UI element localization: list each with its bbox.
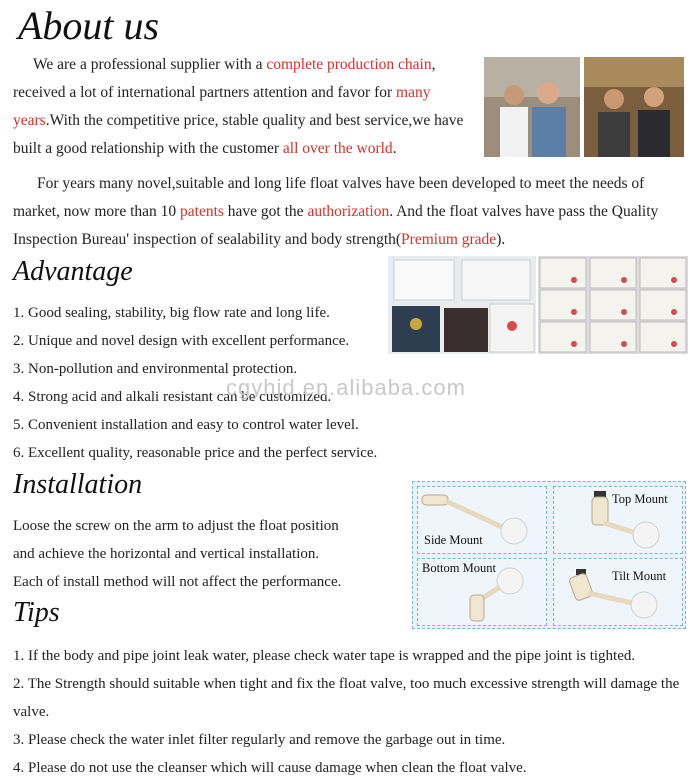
people-photo-icon xyxy=(484,57,580,157)
list-item: 2. The Strength should suitable when tight and fix the float valve, too much excessive strength will damage the valve. xyxy=(13,676,680,720)
list-item: 3. Non-pollution and environmental protection. xyxy=(13,361,298,377)
about-paragraph-1 xyxy=(13,51,477,163)
advantage-title: Advantage xyxy=(13,256,133,287)
highlight-text: patents xyxy=(180,203,224,220)
installation-line: Loose the screw on the arm to adjust the float position xyxy=(13,518,339,534)
list-item: 1. If the body and pipe joint leak water, please check water tape is wrapped and the pipe joint is tighted. xyxy=(13,648,636,664)
tips-list xyxy=(13,642,689,782)
paragraph-text: For years many novel,suitable and long life float valves have been developed to meet the needs of market, now more than 10 xyxy=(13,175,645,220)
team-photo-1 xyxy=(484,57,580,157)
list-item: 1. Good sealing, stability, big flow rate and long life. xyxy=(13,305,330,321)
certificate-photo-2 xyxy=(538,256,688,354)
paragraph-text: , received a lot of international partners attention and favor for xyxy=(13,56,436,101)
certificate-grid-icon xyxy=(538,256,688,354)
certificate-documents-icon xyxy=(388,256,536,354)
paragraph-text: .With the competitive price, stable quality and best service,we have built a good relationship with the customer xyxy=(13,112,464,157)
mounting-diagram xyxy=(412,481,686,629)
installation-line: and achieve the horizontal and vertical installation. xyxy=(13,546,320,562)
installation-title: Installation xyxy=(13,469,143,500)
watermark: cgyhjd.en.alibaba.com xyxy=(226,375,466,400)
top-mount-panel xyxy=(553,486,683,554)
list-item: 6. Excellent quality, reasonable price and the perfect service. xyxy=(13,445,378,461)
tips-title: Tips xyxy=(13,597,60,628)
highlight-text: complete production chain xyxy=(266,56,432,73)
installation-text xyxy=(13,512,341,596)
list-item: 5. Convenient installation and easy to control water level. xyxy=(13,417,359,433)
tilt-mount-label: Tilt Mount xyxy=(612,569,667,583)
list-item: 3. Please check the water inlet filter regularly and remove the garbage out in time. xyxy=(13,732,506,748)
highlight-text: all over the world xyxy=(282,140,393,157)
installation-line: Each of install method will not affect the performance. xyxy=(13,574,342,590)
list-item: 4. Strong acid and alkali resistant can be customized. xyxy=(13,389,332,405)
list-item: 4. Please do not use the cleanser which will cause damage when clean the float valve. xyxy=(13,760,527,776)
paragraph-text: ). xyxy=(496,231,506,248)
paragraph-text: . xyxy=(392,140,397,157)
people-photo-icon xyxy=(584,57,684,157)
about-paragraph-2 xyxy=(13,170,685,254)
bottom-mount-label: Bottom Mount xyxy=(422,561,496,575)
team-photo-2 xyxy=(584,57,684,157)
paragraph-text: . And the float valves have pass the Quality Inspection Bureau' inspection of sealability and body strength( xyxy=(13,203,659,248)
tilt-mount-panel xyxy=(553,558,683,626)
top-mount-label: Top Mount xyxy=(612,492,668,506)
highlight-text: many years xyxy=(13,84,431,129)
bottom-mount-panel xyxy=(417,558,547,626)
highlight-text: Premium grade xyxy=(401,231,497,248)
certificate-photo-1 xyxy=(388,256,536,354)
highlight-text: authorization xyxy=(307,203,390,220)
side-mount-panel xyxy=(417,486,547,554)
side-mount-label: Side Mount xyxy=(424,533,483,547)
list-item: 2. Unique and novel design with excellent performance. xyxy=(13,333,350,349)
paragraph-text: have got the xyxy=(223,203,308,220)
paragraph-text: We are a professional supplier with a xyxy=(33,56,267,73)
about-title: About us xyxy=(18,3,160,48)
